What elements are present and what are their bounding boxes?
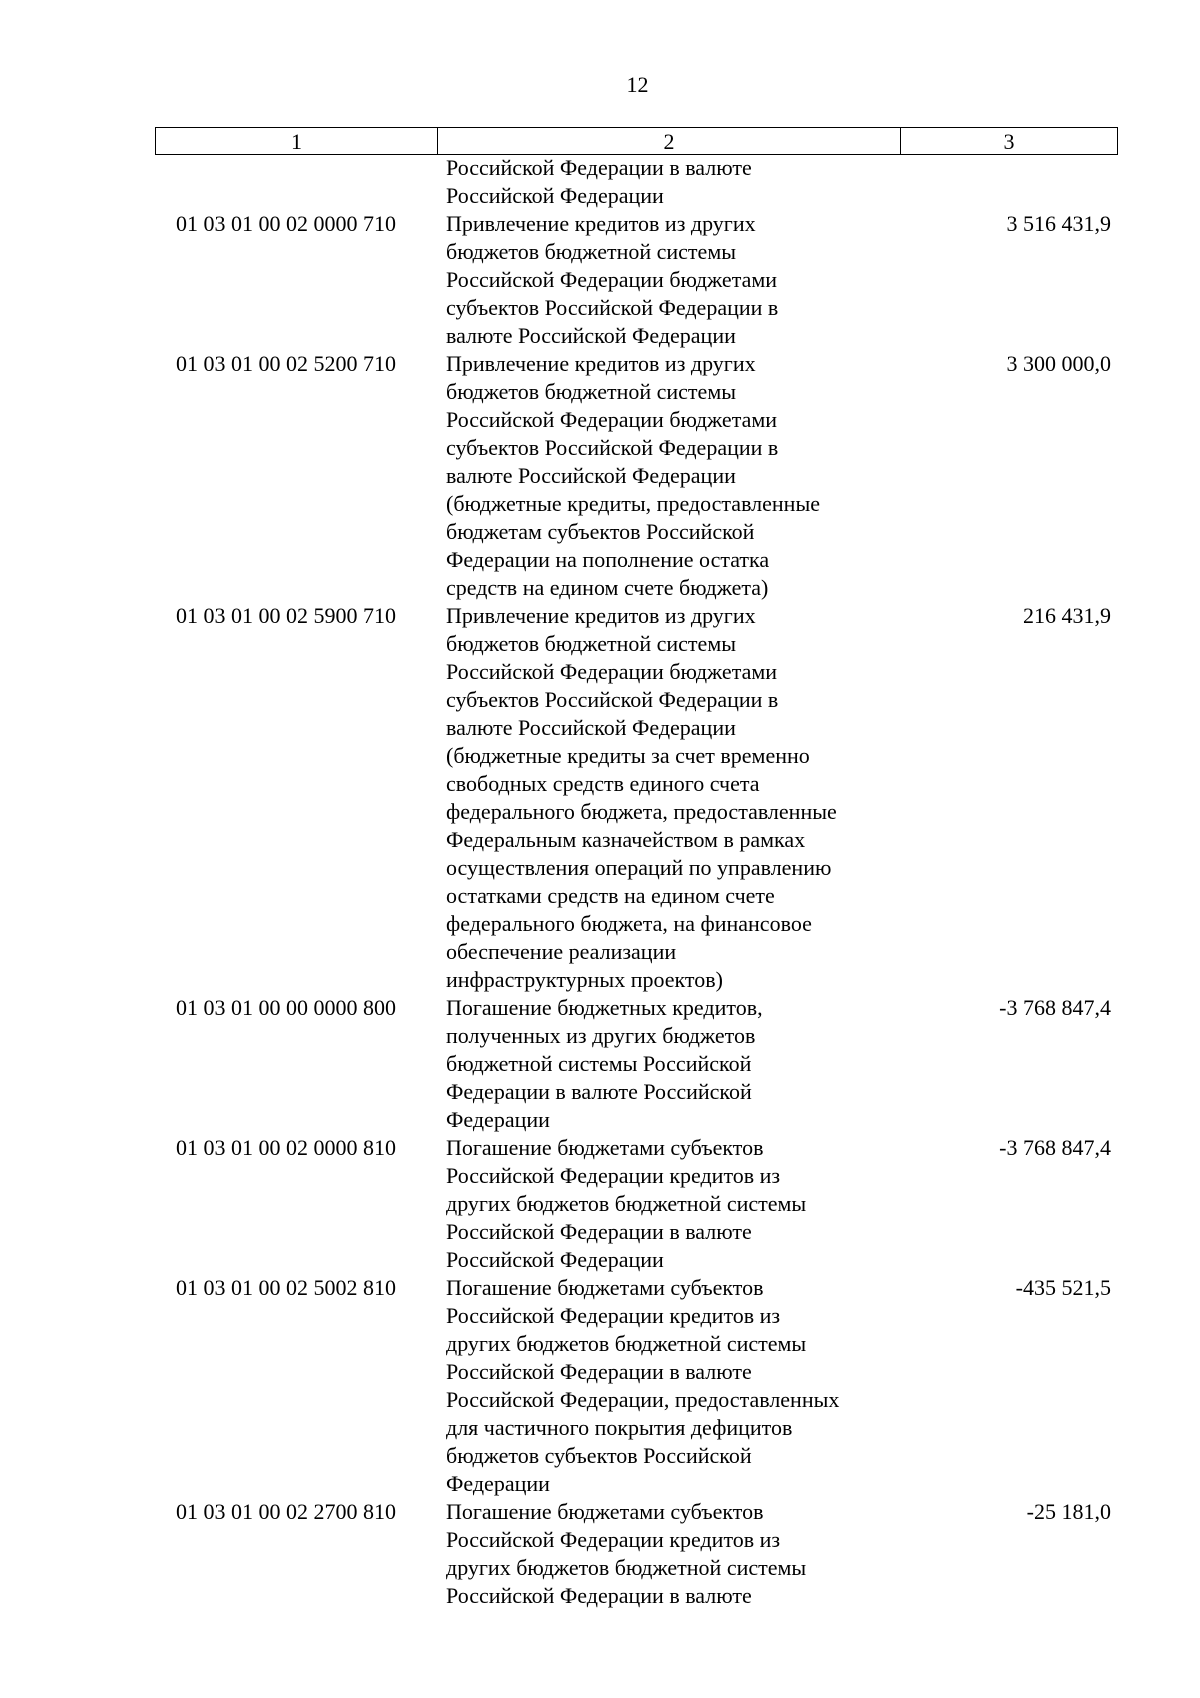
row-description: Российской Федерации в валюте Российской Федерации (446, 155, 752, 208)
row-amount: 3 300 000,0 (1006, 351, 1111, 376)
budget-code: 01 03 01 00 02 5200 710 (176, 351, 396, 376)
table-row (0, 350, 1200, 602)
row-amount: 216 431,9 (1023, 603, 1111, 628)
table-header (155, 127, 1118, 155)
row-description: Погашение бюджетами субъектов Российской Федерации кредитов из других бюджетов бюджетной системы Российской Федерации в валюте (446, 1499, 807, 1608)
table-body (0, 154, 1200, 1610)
column-header-2: 2 (438, 128, 901, 155)
row-amount: -3 768 847,4 (999, 1135, 1111, 1160)
row-description: Погашение бюджетами субъектов Российской Федерации кредитов из других бюджетов бюджетной системы Российской Федерации в валюте Российской Федерации (446, 1135, 807, 1272)
budget-code (0, 154, 446, 210)
row-description: Привлечение кредитов из других бюджетов бюджетной системы Российской Федерации бюджетами субъектов Российской Федерации в валюте Российской Федерации (446, 211, 779, 348)
column-header-3: 3 (901, 128, 1118, 155)
budget-code: 01 03 01 00 02 0000 810 (176, 1135, 396, 1160)
row-amount: -3 768 847,4 (999, 995, 1111, 1020)
page-number: 12 (626, 72, 649, 97)
table-row (0, 1274, 1200, 1498)
row-description: Привлечение кредитов из других бюджетов бюджетной системы Российской Федерации бюджетами субъектов Российской Федерации в валюте Российской Федерации (бюджетные кредиты, предоставленные бюджетам субъектов Российской Федерации на пополнение остатка средств на едином счете бюджета) (446, 351, 820, 600)
budget-code: 01 03 01 00 02 0000 710 (176, 211, 396, 236)
budget-code: 01 03 01 00 02 5002 810 (176, 1275, 396, 1300)
row-amount: -435 521,5 (1015, 1275, 1111, 1300)
table-row (0, 210, 1200, 350)
table-header-row (156, 128, 1118, 155)
row-amount: 3 516 431,9 (1006, 211, 1111, 236)
budget-code: 01 03 01 00 00 0000 800 (176, 995, 396, 1020)
table-row (0, 154, 1200, 210)
budget-code: 01 03 01 00 02 2700 810 (176, 1499, 396, 1524)
row-description: Погашение бюджетных кредитов, полученных из других бюджетов бюджетной системы Российской Федерации в валюте Российской Федерации (446, 995, 763, 1132)
budget-code: 01 03 01 00 02 5900 710 (176, 603, 396, 628)
table-row (0, 1134, 1200, 1274)
table-row (0, 1498, 1200, 1610)
table-row (0, 994, 1200, 1134)
row-description: Привлечение кредитов из других бюджетов бюджетной системы Российской Федерации бюджетами субъектов Российской Федерации в валюте Российской Федерации (бюджетные кредиты за счет временно свободных средств единого счета федерального бюджета, предоставленные Федеральным казначейством в рамках осуществления операций по управлению остатками средств на едином счете федерального бюджета, на финансовое обеспечение реализации инфраструктурных проектов) (446, 603, 837, 992)
column-header-1: 1 (156, 128, 438, 155)
row-amount (894, 154, 1111, 210)
table-row (0, 602, 1200, 994)
row-amount: -25 181,0 (1026, 1499, 1111, 1524)
row-description: Погашение бюджетами субъектов Российской Федерации кредитов из других бюджетов бюджетной системы Российской Федерации в валюте Российской Федерации, предоставленных для частичного покрытия дефицитов бюджетов субъектов Российской Федерации (446, 1275, 840, 1496)
